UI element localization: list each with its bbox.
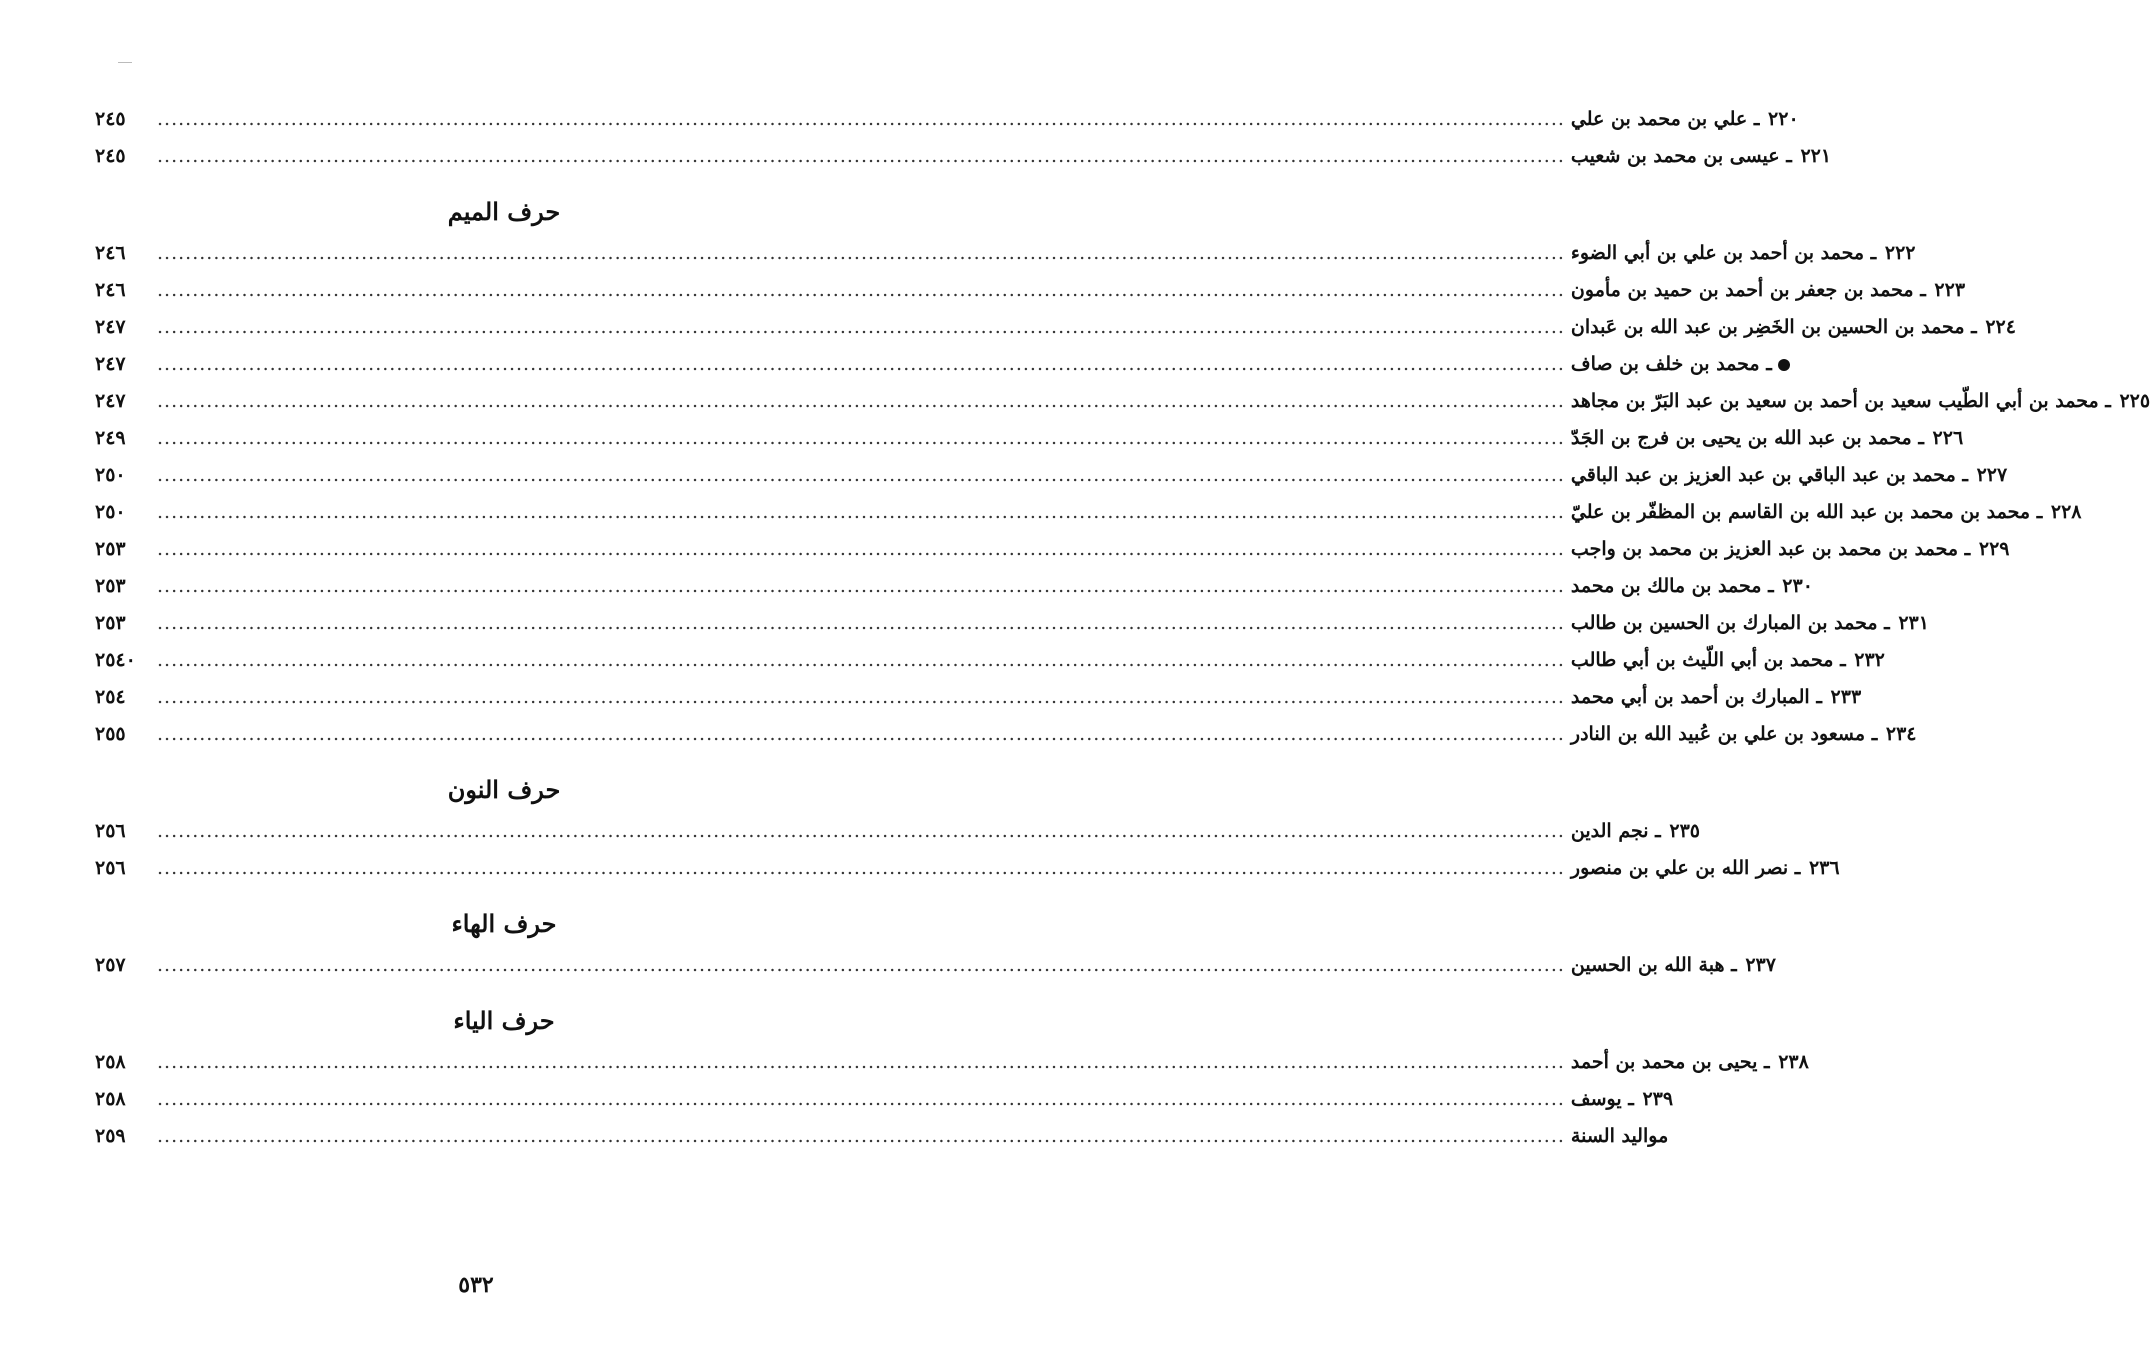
entry-name: محمد بن أبي الطّيب سعيد بن أحمد بن سعيد بن عبد البَرّ بن مجاهد (1570, 390, 2099, 412)
entry-page-number: ٢٥٣ (95, 612, 126, 634)
entry-name: علي بن محمد بن علي (1570, 108, 1748, 130)
entry-page-number: ٢٥٠ (95, 501, 126, 523)
entry-title (1571, 612, 1929, 634)
leader-dots: ........................................................................................................................................................................................................ (157, 857, 1565, 879)
toc-entry[interactable] (95, 820, 1700, 857)
toc-entry[interactable] (95, 649, 1885, 686)
entry-name: محمد بن محمد بن عبد العزيز بن محمد بن واجب (1570, 538, 1959, 560)
entry-title (1571, 427, 1963, 449)
entry-title (1571, 145, 1831, 167)
entry-number: ٢٣١ (1898, 612, 1929, 634)
entry-number: ٢٣٧ (1745, 954, 1776, 976)
entry-separator: ـ (1786, 145, 1792, 167)
leader-dots: ........................................................................................................................................................................................................ (157, 464, 1565, 486)
leader-dots: ........................................................................................................................................................................................................ (157, 279, 1565, 301)
entry-number: ٢٣٦ (1808, 857, 1840, 879)
leader-dots: ........................................................................................................................................................................................................ (157, 427, 1565, 449)
entry-separator: ـ (1871, 723, 1878, 745)
entry-page-number: ٢٥٤ (95, 686, 126, 708)
entry-page-number: ٢٤٩ (95, 427, 126, 449)
entry-title (1571, 1088, 1673, 1110)
entry-number: ٢٢٢ (1884, 242, 1916, 264)
entry-title (1571, 108, 1799, 130)
entry-name: محمد بن جعفر بن أحمد بن حميد بن مأمون (1570, 279, 1914, 301)
entry-separator: ـ (1768, 575, 1774, 597)
entry-title (1571, 353, 1790, 375)
entry-name: يوسف (1570, 1088, 1622, 1110)
leader-dots: ........................................................................................................................................................................................................ (157, 649, 1565, 671)
entry-separator: ـ (1918, 427, 1924, 449)
entry-number: ٢٣٣ (1830, 686, 1862, 708)
entry-page-number: ٢٤٥ (95, 108, 126, 130)
toc-entry[interactable] (95, 427, 1964, 464)
entry-page-number: ٢٥٣ (95, 575, 126, 597)
toc-entry[interactable] (95, 723, 1917, 760)
entry-title (1571, 723, 1917, 745)
entry-page-number: ٢٥٧ (95, 954, 126, 976)
leader-dots: ........................................................................................................................................................................................................ (157, 390, 1565, 412)
entry-separator: ـ (2036, 501, 2043, 523)
entry-title (1571, 954, 1776, 976)
leader-dots: ........................................................................................................................................................................................................ (157, 612, 1565, 634)
leader-dots: ........................................................................................................................................................................................................ (157, 353, 1565, 375)
entry-number: ٢٢٨ (2050, 501, 2082, 523)
entry-title (1571, 820, 1700, 842)
toc-entry[interactable] (95, 108, 1799, 145)
section-heading: حرف الميم (447, 197, 561, 226)
toc-entry[interactable] (95, 464, 2008, 501)
toc-entry[interactable] (95, 242, 1916, 279)
leader-dots: ........................................................................................................................................................................................................ (157, 242, 1565, 264)
entry-page-number: ٢٥٦ (95, 857, 126, 879)
leader-dots: ........................................................................................................................................................................................................ (157, 723, 1565, 745)
toc-entry[interactable] (95, 316, 2016, 353)
entry-name: محمد بن الحسين بن الخَضِر بن عبد الله بن عَبدان (1570, 316, 1965, 338)
entry-number: ٢٣٥ (1669, 820, 1700, 842)
entry-page-number: ٢٥٨ (95, 1088, 126, 1110)
entry-page-number: ٢٤٦ (95, 242, 126, 264)
entry-title (1571, 538, 2010, 560)
entry-title (1571, 575, 1813, 597)
entry-title (1571, 501, 2082, 523)
entry-title (1571, 279, 1965, 301)
section-heading: حرف الياء (453, 1006, 555, 1035)
entry-separator: ـ (1840, 649, 1846, 671)
entry-name: نجم الدين (1570, 820, 1649, 842)
leader-dots: ........................................................................................................................................................................................................ (157, 954, 1565, 976)
entry-page-number: ٢٤٥ (95, 145, 126, 167)
page-number: ٥٣٢ (458, 1272, 494, 1298)
entry-separator: ـ (1962, 464, 1968, 486)
table-of-contents (95, 108, 2150, 1162)
leader-dots: ........................................................................................................................................................................................................ (157, 538, 1565, 560)
leader-dots: ........................................................................................................................................................................................................ (157, 501, 1565, 523)
section-heading: حرف الهاء (451, 909, 557, 938)
toc-entry[interactable] (95, 501, 2082, 538)
leader-dots: ........................................................................................................................................................................................................ (157, 1125, 1565, 1147)
entry-separator: ـ (1655, 820, 1661, 842)
leader-dots: ........................................................................................................................................................................................................ (157, 820, 1565, 842)
entry-page-number: ٢٤٧ (95, 316, 126, 338)
entry-separator: ـ (2105, 390, 2111, 412)
toc-entry[interactable] (95, 954, 1776, 991)
entry-number: ٢٢٣ (1934, 279, 1966, 301)
leader-dots: ........................................................................................................................................................................................................ (157, 1051, 1565, 1073)
section-heading: حرف النون (447, 775, 561, 804)
entry-title (1571, 1125, 1668, 1147)
entry-page-number: ٢٥٩ (95, 1125, 126, 1147)
toc-entry[interactable] (95, 353, 1772, 390)
entry-name: محمد بن أبي اللّيث بن أبي طالب (1570, 649, 1834, 671)
entry-name: محمد بن المبارك بن الحسين بن طالب (1570, 612, 1878, 634)
entry-number: ٢٣٨ (1778, 1051, 1809, 1073)
entry-title (1571, 390, 2150, 412)
entry-separator: ـ (1884, 612, 1890, 634)
bullet-icon (1778, 359, 1790, 371)
entry-name: محمد بن محمد بن عبد الله بن القاسم بن المظفّر بن عليّ (1570, 501, 2031, 523)
toc-entry[interactable] (95, 575, 1813, 612)
entry-page-number: ٢٥٦ (95, 820, 126, 842)
toc-entry[interactable] (95, 1125, 1669, 1162)
toc-entry[interactable] (95, 857, 1840, 894)
entry-page-number: ٢٤٧ (95, 353, 126, 375)
leader-dots: ........................................................................................................................................................................................................ (157, 1088, 1565, 1110)
entry-separator: ـ (1964, 538, 1971, 560)
entry-name: محمد بن عبد الباقي بن عبد العزيز بن عبد الباقي (1570, 464, 1956, 486)
entry-number: ٢٢٧ (1976, 464, 2008, 486)
entry-separator: ـ (1816, 686, 1822, 708)
entry-title (1571, 316, 2016, 338)
leader-dots: ........................................................................................................................................................................................................ (157, 316, 1565, 338)
leader-dots: ........................................................................................................................................................................................................ (157, 145, 1565, 167)
toc-entry[interactable] (95, 279, 1966, 316)
entry-title (1571, 242, 1916, 264)
entry-page-number: ٢٤٦ (95, 279, 126, 301)
entry-number: ٢٢٩ (1978, 538, 2010, 560)
entry-number: ٢٢٤ (1985, 316, 2016, 338)
leader-dots: ........................................................................................................................................................................................................ (157, 686, 1565, 708)
toc-entry[interactable] (95, 686, 1862, 723)
entry-separator: ـ (1628, 1088, 1634, 1110)
entry-name: هبة الله بن الحسين (1570, 954, 1725, 976)
entry-number: ٢٣٠ (1782, 575, 1813, 597)
leader-dots: ........................................................................................................................................................................................................ (157, 575, 1565, 597)
toc-entry[interactable] (95, 538, 2010, 575)
entry-name: نصر الله بن علي بن منصور (1570, 857, 1789, 879)
entry-number: ٢٢٥ (2119, 390, 2150, 412)
entry-name: محمد بن مالك بن محمد (1570, 575, 1762, 597)
entry-separator: ـ (1753, 108, 1760, 130)
entry-separator: ـ (1971, 316, 1977, 338)
toc-entry[interactable] (95, 1088, 1674, 1125)
entry-name: عيسى بن محمد بن شعيب (1570, 145, 1780, 167)
entry-number: ٢٣٢ (1854, 649, 1885, 671)
entry-page-number: ٢٥٨ (95, 1051, 126, 1073)
entry-page-number: ٢٥٠ (95, 464, 126, 486)
entry-name: يحيى بن محمد بن أحمد (1570, 1051, 1758, 1073)
entry-separator: ـ (1766, 353, 1772, 375)
entry-title (1571, 649, 1885, 671)
entry-number: ٢٢١ (1800, 145, 1832, 167)
entry-number: ٢٢٠ (1768, 108, 1799, 130)
entry-name: محمد بن أحمد بن علي بن أبي الضوء (1570, 242, 1865, 264)
entry-title (1571, 857, 1840, 879)
entry-number: ٢٣٤ (1885, 723, 1917, 745)
entry-separator: ـ (1870, 242, 1877, 264)
corner-mark (118, 62, 132, 63)
entry-title (1571, 686, 1861, 708)
entry-name: المبارك بن أحمد بن أبي محمد (1570, 686, 1810, 708)
entry-separator: ـ (1920, 279, 1926, 301)
entry-title (1571, 1051, 1809, 1073)
entry-separator: ـ (1731, 954, 1737, 976)
entry-separator: ـ (1794, 857, 1801, 879)
toc-entry[interactable] (95, 145, 1832, 182)
entry-name: محمد بن عبد الله بن يحيى بن فرج بن الجَدّ (1570, 427, 1912, 449)
entry-page-number: ٢٥٣ (95, 538, 126, 560)
entry-title (1571, 464, 2007, 486)
entry-name: محمد بن خلف بن صاف (1570, 353, 1760, 375)
toc-entry[interactable] (95, 1051, 1809, 1088)
leader-dots: ........................................................................................................................................................................................................ (157, 108, 1565, 130)
entry-page-number: ٢٥٤٠ (95, 649, 136, 671)
entry-number: ٢٢٦ (1932, 427, 1964, 449)
entry-number: ٢٣٩ (1642, 1088, 1674, 1110)
entry-name: مواليد السنة (1570, 1125, 1669, 1147)
entry-name: مسعود بن علي بن عُبيد الله بن النادر (1570, 723, 1866, 745)
entry-separator: ـ (1764, 1051, 1770, 1073)
toc-entry[interactable] (95, 612, 1929, 649)
toc-entry[interactable] (95, 390, 2150, 427)
entry-page-number: ٢٥٥ (95, 723, 126, 745)
entry-page-number: ٢٤٧ (95, 390, 126, 412)
